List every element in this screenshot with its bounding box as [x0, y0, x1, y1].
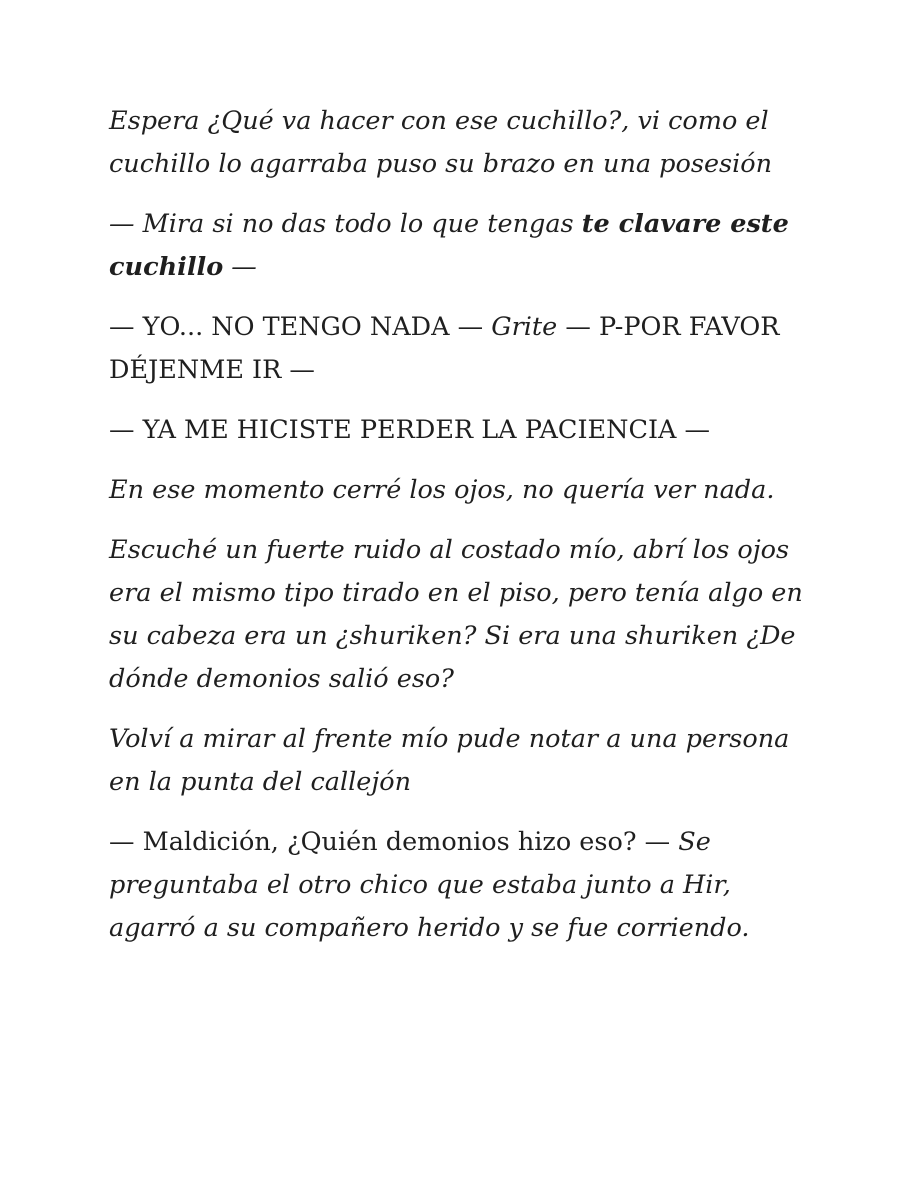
- dialogue-text: — Maldición, ¿Quién demonios hizo eso? —: [109, 827, 679, 857]
- paragraph-4: [109, 409, 804, 452]
- dialogue-dash: —: [223, 252, 257, 282]
- narration-text: Se preguntaba el otro chico que estaba junto a Hir, agarró a su compañero herido y se fue corriendo.: [109, 827, 750, 943]
- paragraph-7: [109, 718, 804, 804]
- paragraph-text: Espera ¿Qué va hacer con ese cuchillo?, vi como el cuchillo lo agarraba puso su brazo en una posesión: [109, 106, 773, 179]
- paragraph-3: [109, 306, 804, 392]
- dialogue-text: — Mira si no das todo lo que tengas: [109, 209, 582, 239]
- dialogue-text: — YA ME HICISTE PERDER LA PACIENCIA —: [109, 415, 711, 445]
- paragraph-1: [109, 100, 804, 186]
- dialogue-text: — YO... NO TENGO NADA —: [109, 312, 492, 342]
- paragraph-text: Escuché un fuerte ruido al costado mío, abrí los ojos era el mismo tipo tirado en el piso, pero tenía algo en su cabeza era un ¿shuriken? Si era una shuriken ¿De dónde demonios salió eso?: [109, 535, 803, 694]
- paragraph-8: [109, 821, 804, 950]
- dialogue-text: — P-POR FAVOR DÉJENME IR —: [109, 312, 780, 385]
- paragraph-6: [109, 529, 804, 701]
- paragraph-2: [109, 203, 804, 289]
- paragraph-text: En ese momento cerré los ojos, no quería ver nada.: [109, 475, 775, 505]
- narration-text: Grite: [491, 312, 558, 342]
- emphasized-text: te clavare este cuchillo: [109, 209, 789, 282]
- paragraph-5: [109, 469, 804, 512]
- paragraph-text: Volví a mirar al frente mío pude notar a una persona en la punta del callejón: [109, 724, 790, 797]
